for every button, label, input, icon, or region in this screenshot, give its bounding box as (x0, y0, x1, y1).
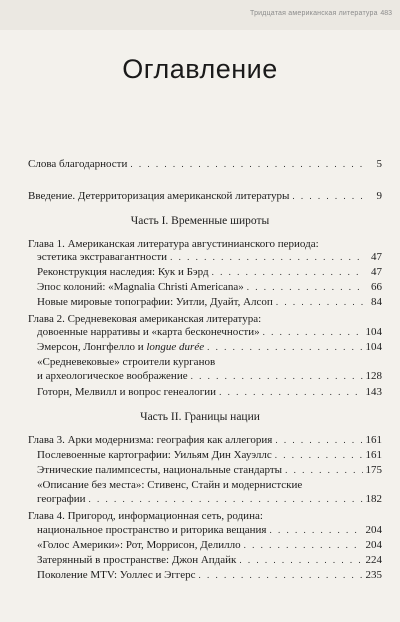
toc-entry-section[interactable] (37, 370, 382, 383)
dot-leader (292, 190, 365, 203)
toc-entry-section[interactable] (37, 386, 382, 399)
toc-entry-section[interactable] (37, 341, 382, 354)
toc-entry-title: Реконструкция наследия: Кук и Бэрд (37, 266, 209, 278)
toc-entry-chapter-3[interactable] (28, 434, 382, 447)
dot-leader (239, 554, 362, 567)
part-heading-1: Часть I. Временные широты (130, 215, 270, 227)
dot-leader (269, 524, 362, 537)
dot-leader (199, 569, 363, 582)
toc-entry-title: Глава 3. Арки модернизма: география как аллегория (28, 434, 273, 446)
toc-entry-page: 224 (365, 554, 382, 566)
toc-entry-title: Этнические палимпсесты, национальные стандарты (37, 464, 283, 476)
toc-entry-title: национальное пространство и риторика вещания (37, 524, 267, 536)
toc-entry-title: довоенные нарративы и «карта бесконечности» (37, 326, 260, 338)
toc-entry-title: Слова благодарности (28, 158, 128, 170)
toc-entry-page: 47 (371, 266, 382, 278)
toc-entry-section[interactable] (37, 449, 382, 462)
toc-entry-page: 84 (371, 296, 382, 308)
dot-leader (244, 539, 363, 552)
toc-entry-title-italic: longue durée (146, 341, 205, 353)
toc-entry-page: 47 (371, 251, 382, 263)
dot-leader (212, 266, 365, 279)
toc-entry-title: эстетика экстравагантности (37, 251, 168, 263)
toc-entry-page: 128 (365, 370, 382, 382)
toc-entry-section[interactable] (37, 266, 382, 279)
toc-entry-acknowledgements[interactable] (28, 158, 382, 171)
toc-entry-section[interactable] (37, 464, 382, 477)
toc-entry-page: 204 (365, 524, 382, 536)
toc-entry-section[interactable] (37, 493, 382, 506)
dot-leader (191, 370, 363, 383)
toc-entry-page: 9 (376, 190, 382, 202)
toc-entry-page: 161 (365, 449, 382, 461)
toc-entry-chapter-1[interactable] (37, 251, 382, 264)
toc-entry-section[interactable] (37, 554, 382, 567)
toc-entry-title: географии (37, 493, 86, 505)
dot-leader (275, 449, 363, 462)
toc-entry-page: 175 (365, 464, 382, 476)
toc-entry-section[interactable] (37, 569, 382, 582)
dot-leader (130, 158, 365, 171)
dot-leader (219, 386, 362, 399)
toc-entry-section-line1[interactable]: «Средневековые» строители курганов (37, 356, 216, 368)
header-page-number: 483 (380, 10, 392, 17)
toc-entry-title (37, 341, 204, 354)
dot-leader (170, 251, 365, 264)
toc-entry-title: Поколение MTV: Уоллес и Эггерс (37, 569, 196, 581)
toc-entry-section[interactable] (37, 281, 382, 294)
toc-entry-section-line1[interactable]: «Описание без места»: Стивенс, Стайн и модернистские (37, 479, 303, 491)
toc-entry-page: 5 (376, 158, 382, 170)
toc-entry-title: Эпос колоний: «Magnalia Christi Americana» (37, 281, 244, 293)
toc-entry-page: 235 (365, 569, 382, 581)
toc-entry-chapter-4[interactable] (37, 524, 382, 537)
dot-leader (276, 296, 365, 309)
dot-leader (263, 326, 363, 339)
toc-entry-introduction[interactable] (28, 190, 382, 203)
dot-leader (207, 341, 362, 354)
dot-leader (247, 281, 365, 294)
chapter-4-title[interactable]: Глава 4. Пригород, информационная сеть, родина: (28, 510, 263, 522)
toc-entry-title-text: Эмерсон, Лонгфелло и (37, 341, 147, 353)
dot-leader (89, 493, 363, 506)
toc-entry-title: «Голос Америки»: Рот, Моррисон, Делилло (37, 539, 241, 551)
chapter-2-title[interactable]: Глава 2. Средневековая американская литература: (28, 313, 262, 325)
toc-entry-page: 66 (371, 281, 382, 293)
dot-leader (275, 434, 362, 447)
toc-entry-title: Затерянный в пространстве: Джон Апдайк (37, 554, 237, 566)
toc-entry-title: Послевоенные картографии: Уильям Дин Хауэллс (37, 449, 272, 461)
toc-entry-page: 143 (365, 386, 382, 398)
toc-entry-title: Введение. Детерриторизация американской литературы (28, 190, 290, 202)
chapter-1-title[interactable]: Глава 1. Американская литература августинианского периода: (28, 238, 319, 250)
toc-entry-page: 161 (365, 434, 382, 446)
toc-entry-page: 104 (365, 326, 382, 338)
part-heading-2: Часть II. Границы нации (140, 411, 260, 423)
toc-entry-section[interactable] (37, 539, 382, 552)
toc-entry-title: Новые мировые топографии: Уитли, Дуайт, Алсоп (37, 296, 273, 308)
dot-leader (285, 464, 362, 477)
toc-entry-title: и археологическое воображение (37, 370, 188, 382)
toc-entry-page: 182 (365, 493, 382, 505)
toc-entry-section[interactable] (37, 296, 382, 309)
running-title: Тридцатая американская литература (250, 10, 378, 17)
toc-entry-page: 204 (365, 539, 382, 551)
toc-entry-page: 104 (365, 341, 382, 353)
page-title: Оглавление (122, 54, 278, 84)
toc-entry-title: Готорн, Мелвилл и вопрос генеалогии (37, 386, 217, 398)
toc-entry-chapter-2[interactable] (37, 326, 382, 339)
